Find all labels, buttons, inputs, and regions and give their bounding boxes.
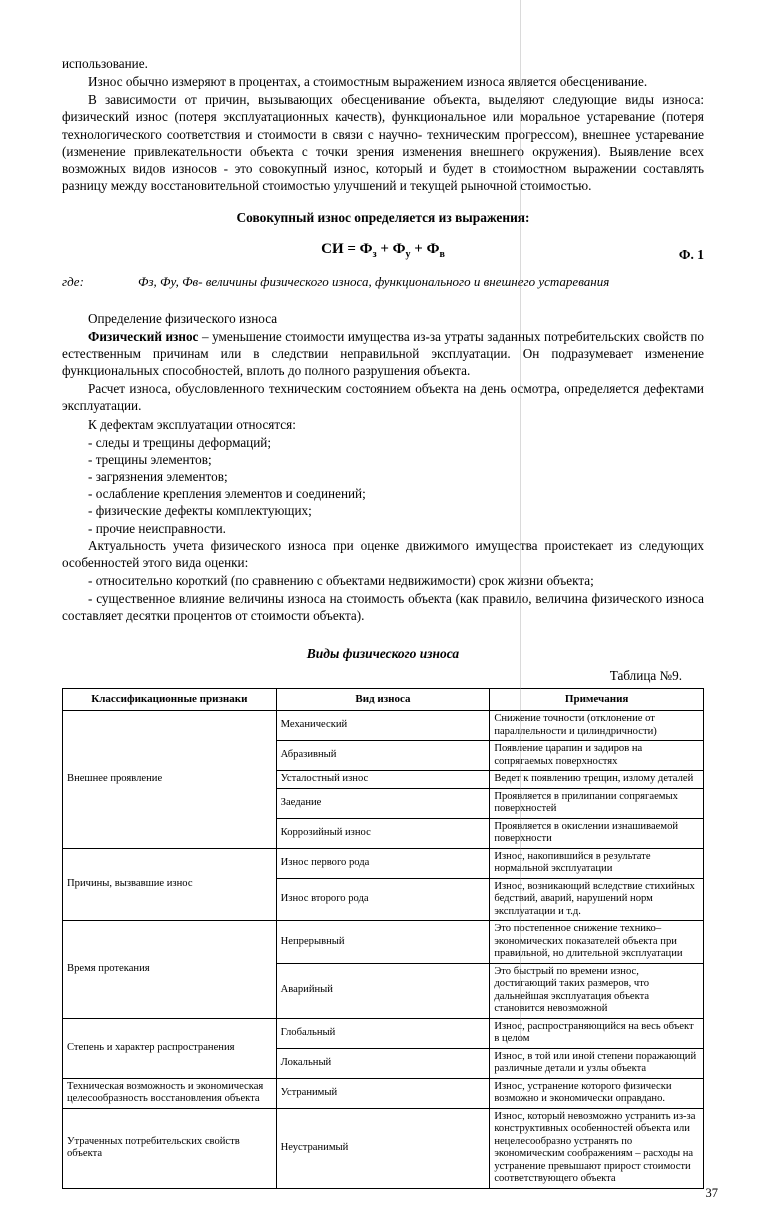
- table-cell-feature: Степень и характер распространения: [63, 1018, 277, 1078]
- table-cell-type: Износ второго рода: [276, 878, 490, 921]
- table-cell-type: Локальный: [276, 1048, 490, 1078]
- paragraph-continuation: использование.: [62, 56, 148, 71]
- table-row: [63, 921, 704, 964]
- wear-types-table: [62, 688, 704, 1188]
- paragraph-defects-intro: К дефектам эксплуатации относятся:: [88, 416, 296, 432]
- physical-wear-term: Физический износ: [88, 328, 199, 344]
- table-cell-type: Коррозийный износ: [276, 818, 490, 848]
- spacer: [62, 260, 704, 274]
- table-title: Виды физического износа: [306, 646, 460, 662]
- spacer: [62, 227, 704, 241]
- section-heading-physical: Определение физического износа: [88, 310, 278, 326]
- table-cell-type: Износ первого рода: [276, 848, 490, 878]
- formula-sub-2: у: [405, 248, 411, 260]
- formula-block: [62, 241, 704, 260]
- table-cell-note: Проявляется в окислении изнашиваемой поверхности: [490, 818, 704, 848]
- table-cell-feature: Утраченных потребительских свойств объекта: [63, 1108, 277, 1188]
- table-cell-type: Абразивный: [276, 741, 490, 771]
- paragraph-wear-percent: Износ обычно измеряют в процентах, а стоимостным выражением износа является обесценивание.: [88, 74, 648, 90]
- table-body: [63, 711, 704, 1189]
- table-row: [63, 711, 704, 741]
- list-item: - физические дефекты комплектующих;: [88, 503, 312, 519]
- paragraph-calculation: Расчет износа, обусловленного техническим состоянием объекта на день осмотра, определяется дефектами эксплуатации.: [62, 381, 704, 414]
- table-cell-type: Заедание: [276, 788, 490, 818]
- paragraph-relevance: Актуальность учета физического износа при оценке движимого имущества проистекает из следующих особенностей этого вида оценки:: [62, 537, 704, 570]
- table-cell-feature: Время протекания: [63, 921, 277, 1019]
- table-cell-note: Износ, в той или иной степени поражающий различные детали и узлы объекта: [490, 1048, 704, 1078]
- table-header-row: [63, 689, 704, 711]
- formula-text: [321, 240, 445, 260]
- table-cell-type: Усталостный износ: [276, 771, 490, 789]
- paragraph-physical-wear: [62, 328, 704, 379]
- table-cell-type: Устранимый: [276, 1078, 490, 1108]
- list-item: - трещины элементов;: [88, 451, 212, 467]
- physical-wear-definition: – уменьшение стоимости имущества из-за утраты заданных потребительских свойств по естественным причинам или в следствии неправильной эксплуатации. Он подразумевает изменение функциональных способностей, вплоть до полного разрушения объекта.: [62, 328, 704, 379]
- table-cell-note: Ведет к появлению трещин, излому деталей: [490, 771, 704, 789]
- spacer: [62, 290, 704, 310]
- table-cell-note: Появление царапин и задиров на сопрягаемых поверхностях: [490, 741, 704, 771]
- table-number: Таблица №9.: [609, 668, 682, 684]
- table-row: [63, 848, 704, 878]
- formula-lhs: СИ = Ф: [321, 240, 373, 257]
- table-cell-note: Снижение точности (отклонение от параллельности и цилиндричности): [490, 711, 704, 741]
- table-cell-type: Глобальный: [276, 1018, 490, 1048]
- formula-op-1: + Ф: [376, 240, 406, 257]
- table-row: [63, 1078, 704, 1108]
- table-cell-type: Неустранимый: [276, 1108, 490, 1188]
- table-header-notes: Примечания: [490, 689, 704, 711]
- table-cell-note: Износ, который невозможно устранить из-за конструктивных особенностей объекта или нецелесообразно устранять по экономическим соображениям – расходы на устранение превышают прирост стоимости соответствующего объекта: [490, 1108, 704, 1188]
- formula-legend-text: Фз, Фу, Фв- величины физического износа, функционального и внешнего устаревания: [138, 273, 610, 289]
- table-cell-note: Износ, распространяющийся на весь объект в целом: [490, 1018, 704, 1048]
- page-number: 37: [705, 1185, 718, 1200]
- paragraph-relevance-item-2: - существенное влияние величины износа на стоимость объекта (как правило, величина физического износа составляет десятки процентов от стоимости объекта).: [62, 591, 704, 624]
- table-cell-type: Аварийный: [276, 963, 490, 1018]
- spacer: [62, 195, 704, 209]
- formula-heading: Совокупный износ определяется из выражения:: [236, 210, 530, 226]
- table-cell-type: Непрерывный: [276, 921, 490, 964]
- formula-legend: [62, 274, 704, 290]
- table-cell-type: Механический: [276, 711, 490, 741]
- table-cell-note: Износ, возникающий вследствие стихийных бедствий, аварий, нарушений норм эксплуатации и т.д.: [490, 878, 704, 921]
- table-cell-note: Проявляется в прилипании сопрягаемых поверхностей: [490, 788, 704, 818]
- table-cell-feature: Внешнее проявление: [63, 711, 277, 849]
- paragraph-relevance-item-1: - относительно короткий (по сравнению с объектами недвижимости) срок жизни объекта;: [88, 573, 594, 589]
- list-item: - ослабление крепления элементов и соединений;: [88, 486, 366, 502]
- table-row: [63, 1108, 704, 1188]
- list-item: - загрязнения элементов;: [88, 469, 228, 485]
- formula-sub-3: в: [439, 248, 445, 260]
- list-item: - прочие неисправности.: [88, 520, 226, 536]
- table-row: [63, 1018, 704, 1048]
- table-cell-note: Износ, накопившийся в результате нормальной эксплуатации: [490, 848, 704, 878]
- formula-number: Ф. 1: [678, 246, 704, 262]
- table-cell-note: Это быстрый по времени износ, достигающий таких размеров, что дальнейшая эксплуатация объекта становится невозможной: [490, 963, 704, 1018]
- table-head: [63, 689, 704, 711]
- table-cell-feature: Причины, вызвавшие износ: [63, 848, 277, 921]
- table-header-type: Вид износа: [276, 689, 490, 711]
- list-item: - следы и трещины деформаций;: [88, 434, 272, 450]
- formula-legend-label: где:: [62, 273, 84, 289]
- table-cell-feature: Техническая возможность и экономическая целесообразность восстановления объекта: [63, 1078, 277, 1108]
- formula-op-2: + Ф: [410, 240, 440, 257]
- formula-sub-1: з: [372, 248, 377, 260]
- paragraph-wear-types: В зависимости от причин, вызывающих обесценивание объекта, выделяют следующие виды износа: физический износ (потеря эксплуатационных качеств), функциональное или моральное устаревание (потеря технологического соответствия и стоимости в связи с научно- техническим прогрессом), внешнее устаревание (изменение привлекательности объекта с точки зрения изменения внешнего окружения). Выявление всех возможных видов износов - это совокупный износ, который и будет в стоимостном выражении составлять разницу между восстановительной стоимостью улучшений и текущей рыночной стоимостью.: [62, 92, 704, 194]
- table-header-feature: Классификационные признаки: [63, 689, 277, 711]
- table-cell-note: Износ, устранение которого физически возможно и экономически оправдано.: [490, 1078, 704, 1108]
- table-cell-note: Это постепенное снижение технико– экономических показателей объекта при правильной, но длительной эксплуатации: [490, 921, 704, 964]
- spacer: [62, 625, 704, 645]
